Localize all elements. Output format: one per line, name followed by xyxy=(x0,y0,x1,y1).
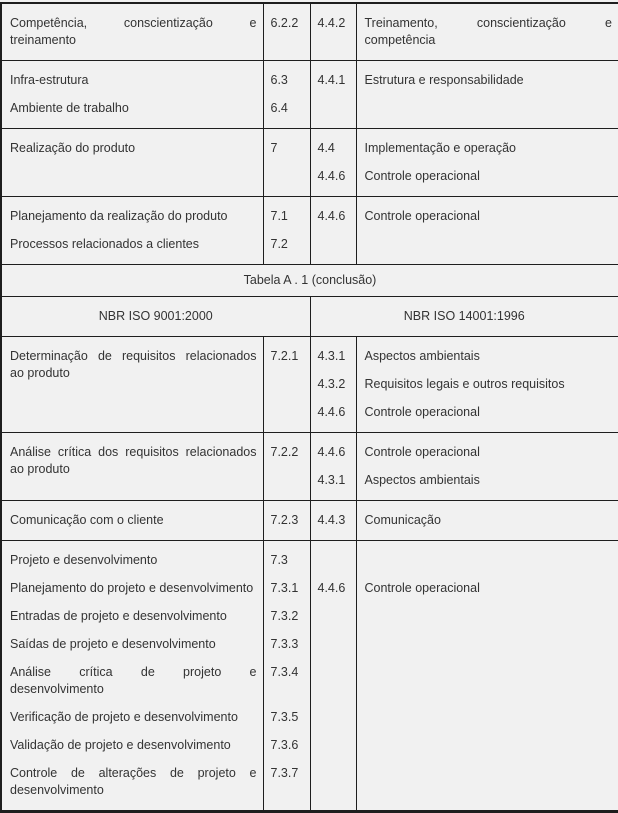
iso9001-requirement-cell xyxy=(1,61,263,129)
requirement-title: Estrutura e responsabilidade xyxy=(364,73,524,87)
clause-number: 4.4.6 xyxy=(317,445,346,459)
iso-correspondence-table xyxy=(0,2,618,813)
iso9001-clause-cell xyxy=(263,726,310,754)
iso9001-clause-cell xyxy=(263,433,310,501)
requirement-title: Planejamento do projeto e desenvolvimento xyxy=(10,581,254,595)
requirement-title: Projeto e desenvolvimento xyxy=(10,553,158,567)
table-row xyxy=(1,61,618,129)
requirement-title-line: Competência, conscientização e xyxy=(10,16,257,30)
requirement-title: Controle operacional xyxy=(364,445,480,459)
requirement-title: Controle operacional xyxy=(364,209,480,223)
iso14001-requirement-cell xyxy=(356,61,618,129)
clause-number: 6.2.2 xyxy=(270,16,299,30)
requirement-title xyxy=(365,15,613,49)
iso9001-clause-cell xyxy=(263,197,310,265)
iso9001-requirement-cell xyxy=(1,698,263,726)
iso14001-clause-cell xyxy=(310,541,356,812)
requirement-title: Planejamento da realização do produto xyxy=(10,209,228,223)
iso9001-requirement-cell xyxy=(1,3,263,61)
requirement-title: Comunicação xyxy=(364,513,441,527)
iso14001-clause-cell xyxy=(310,3,356,61)
requirement-title-line: Treinamento, conscientização e xyxy=(364,16,612,30)
iso9001-clause-cell xyxy=(263,3,310,61)
clause-number: 4.4.6 xyxy=(317,169,346,183)
iso14001-clause-cell xyxy=(310,61,356,129)
requirement-title: Aspectos ambientais xyxy=(364,349,480,363)
requirement-title: Processos relacionados a clientes xyxy=(10,237,199,251)
iso9001-clause-cell xyxy=(263,337,310,433)
clause-number: 4.3.1 xyxy=(317,473,346,487)
header-row xyxy=(1,297,618,337)
requirement-title: Validação de projeto e desenvolvimento xyxy=(10,738,231,752)
clause-number: 7.3.7 xyxy=(270,766,299,780)
requirement-title: Aspectos ambientais xyxy=(364,473,480,487)
column-header-nbr-iso-9001: NBR ISO 9001:2000 xyxy=(1,297,310,337)
requirement-title xyxy=(10,664,257,698)
iso9001-requirement-cell xyxy=(1,726,263,754)
clause-number: 4.4.1 xyxy=(317,73,346,87)
iso9001-clause-cell xyxy=(263,754,310,812)
iso9001-requirement-cell xyxy=(1,569,263,597)
table-row xyxy=(1,3,618,61)
clause-number: 7.2 xyxy=(270,237,288,251)
requirement-title xyxy=(10,15,257,49)
table-row xyxy=(1,197,618,265)
requirement-title: Implementação e operação xyxy=(364,141,516,155)
clause-number: 7.3.5 xyxy=(270,710,299,724)
iso9001-clause-cell xyxy=(263,597,310,625)
clause-number: 4.3.1 xyxy=(317,349,346,363)
requirement-title: Comunicação com o cliente xyxy=(10,513,164,527)
clause-number: 6.4 xyxy=(270,101,288,115)
iso9001-clause-cell xyxy=(263,129,310,197)
clause-number: 4.4.6 xyxy=(317,405,346,419)
requirement-title-line: Análise crítica dos requisitos relacionados xyxy=(10,445,257,459)
iso9001-clause-cell xyxy=(263,501,310,541)
requirement-title xyxy=(10,765,257,799)
iso9001-requirement-cell xyxy=(1,597,263,625)
requirement-title-line: Análise crítica de projeto e xyxy=(10,665,257,679)
iso9001-requirement-cell xyxy=(1,433,263,501)
iso9001-clause-cell xyxy=(263,625,310,653)
requirement-title: Saídas de projeto e desenvolvimento xyxy=(10,637,216,651)
clause-number: 7.1 xyxy=(270,209,288,223)
iso14001-requirement-cell xyxy=(356,129,618,197)
requirement-title-line: ao produto xyxy=(10,366,70,380)
requirement-title-line: Determinação de requisitos relacionados xyxy=(10,349,257,363)
clause-number: 4.3.2 xyxy=(317,377,346,391)
requirement-title: Controle operacional xyxy=(364,405,480,419)
iso9001-clause-cell xyxy=(263,569,310,597)
table-row xyxy=(1,129,618,197)
iso9001-requirement-cell xyxy=(1,197,263,265)
clause-number: 4.4.6 xyxy=(317,209,346,223)
iso9001-requirement-cell xyxy=(1,625,263,653)
requirement-title-line: Controle de alterações de projeto e xyxy=(10,766,257,780)
iso9001-requirement-cell xyxy=(1,501,263,541)
requirement-title-line: desenvolvimento xyxy=(10,682,104,696)
clause-number: 7 xyxy=(270,141,278,155)
requirement-title xyxy=(10,444,257,478)
requirement-title: Controle operacional xyxy=(364,169,480,183)
table-row xyxy=(1,337,618,433)
requirement-title: Requisitos legais e outros requisitos xyxy=(364,377,565,391)
clause-number: 7.3 xyxy=(270,553,288,567)
clause-number: 7.3.4 xyxy=(270,665,299,679)
clause-number: 7.3.3 xyxy=(270,637,299,651)
iso9001-clause-cell xyxy=(263,653,310,698)
clause-number: 4.4.2 xyxy=(317,16,346,30)
requirement-title xyxy=(10,348,257,382)
clause-number: 7.2.3 xyxy=(270,513,299,527)
table-row xyxy=(1,501,618,541)
iso14001-requirement-cell xyxy=(356,541,618,812)
iso14001-requirement-cell xyxy=(356,197,618,265)
clause-number: 7.3.2 xyxy=(270,609,299,623)
iso14001-clause-cell xyxy=(310,197,356,265)
iso9001-clause-cell xyxy=(263,698,310,726)
iso9001-clause-cell xyxy=(263,541,310,570)
requirement-title-line: treinamento xyxy=(10,33,77,47)
table-caption: Tabela A . 1 (conclusão) xyxy=(1,265,618,297)
iso14001-requirement-cell xyxy=(356,3,618,61)
iso9001-requirement-cell xyxy=(1,337,263,433)
requirement-title: Ambiente de trabalho xyxy=(10,101,129,115)
requirement-title: Infra-estrutura xyxy=(10,73,89,87)
clause-number: 7.2.1 xyxy=(270,349,299,363)
iso14001-clause-cell xyxy=(310,337,356,433)
clause-number: 4.4.6 xyxy=(317,581,346,595)
clause-number: 7.2.2 xyxy=(270,445,299,459)
requirement-title-line: competência xyxy=(364,33,436,47)
iso9001-requirement-cell xyxy=(1,541,263,570)
iso14001-clause-cell xyxy=(310,129,356,197)
iso9001-requirement-cell xyxy=(1,129,263,197)
clause-number: 4.4.3 xyxy=(317,513,346,527)
clause-number: 6.3 xyxy=(270,73,288,87)
clause-number: 7.3.6 xyxy=(270,738,299,752)
iso14001-requirement-cell xyxy=(356,433,618,501)
iso14001-clause-cell xyxy=(310,501,356,541)
requirement-title-line: desenvolvimento xyxy=(10,783,104,797)
iso14001-requirement-cell xyxy=(356,501,618,541)
iso9001-requirement-cell xyxy=(1,653,263,698)
requirement-title: Controle operacional xyxy=(364,581,480,595)
requirement-title-line: ao produto xyxy=(10,462,70,476)
iso14001-requirement-cell xyxy=(356,337,618,433)
clause-number: 4.4 xyxy=(317,141,335,155)
iso14001-clause-cell xyxy=(310,433,356,501)
clause-number: 7.3.1 xyxy=(270,581,299,595)
iso9001-clause-cell xyxy=(263,61,310,129)
column-header-nbr-iso-14001: NBR ISO 14001:1996 xyxy=(310,297,618,337)
requirement-title: Verificação de projeto e desenvolvimento xyxy=(10,710,238,724)
requirement-title: Realização do produto xyxy=(10,141,136,155)
requirement-title: Entradas de projeto e desenvolvimento xyxy=(10,609,227,623)
caption-row xyxy=(1,265,618,297)
table-row xyxy=(1,433,618,501)
iso9001-requirement-cell xyxy=(1,754,263,812)
table-row xyxy=(1,541,618,570)
